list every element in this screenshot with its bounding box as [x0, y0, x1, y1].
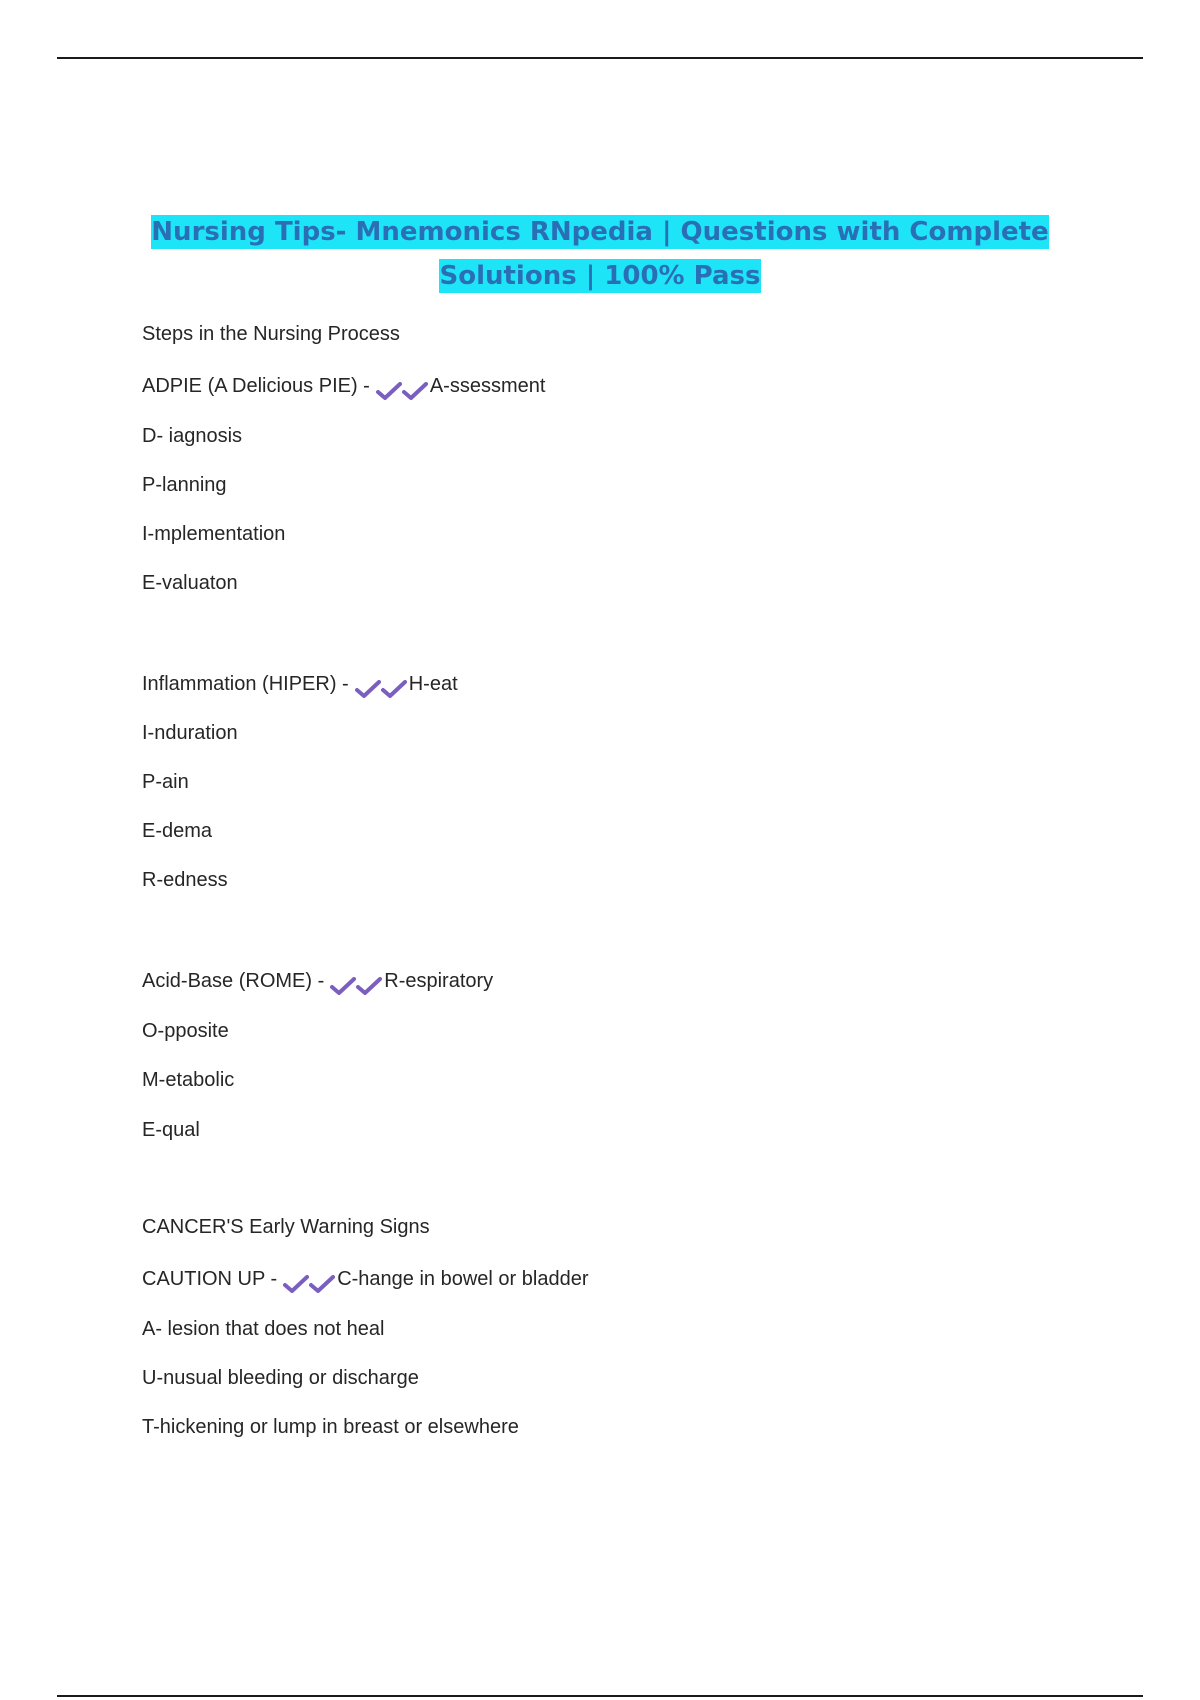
- list-item: E-qual: [142, 1119, 200, 1141]
- question-hiper: [142, 671, 458, 701]
- list-item: R-edness: [142, 869, 228, 891]
- checkmark-icon: [376, 382, 402, 400]
- question-label: Acid-Base (ROME) -: [142, 970, 325, 992]
- question-rome: [142, 968, 493, 998]
- list-item: P-lanning: [142, 474, 227, 496]
- checkmark-icon: [402, 382, 428, 400]
- list-item: E-dema: [142, 820, 213, 842]
- checkmark-icon: [381, 680, 407, 698]
- title-line-1: Nursing Tips- Mnemonics RNpedia | Questions with Complete: [151, 217, 1049, 247]
- checkmark-icon: [356, 977, 382, 995]
- list-item: T-hickening or lump in breast or elsewhere: [142, 1416, 519, 1438]
- top-rule: [57, 57, 1143, 59]
- double-checkmark-icon: [283, 1270, 335, 1296]
- question-adpie: [142, 373, 545, 403]
- double-checkmark-icon: [355, 675, 407, 701]
- bottom-rule: [57, 1695, 1143, 1697]
- answer-first: H-eat: [408, 673, 458, 695]
- double-checkmark-icon: [376, 377, 428, 403]
- list-item: U-nusual bleeding or discharge: [142, 1367, 419, 1389]
- title-line-2: Solutions | 100% Pass: [439, 261, 761, 291]
- list-item: D- iagnosis: [142, 425, 243, 447]
- answer-first: C-hange in bowel or bladder: [337, 1268, 589, 1290]
- checkmark-icon: [355, 680, 381, 698]
- list-item: I-nduration: [142, 722, 238, 744]
- document-title: [100, 210, 1100, 298]
- list-item: A- lesion that does not heal: [142, 1318, 385, 1340]
- question-label: ADPIE (A Delicious PIE) -: [142, 375, 370, 397]
- checkmark-icon: [330, 977, 356, 995]
- list-item: E-valuaton: [142, 572, 238, 594]
- answer-first: R-espiratory: [384, 970, 494, 992]
- section-heading-cancer: CANCER'S Early Warning Signs: [142, 1216, 430, 1238]
- list-item: P-ain: [142, 771, 189, 793]
- checkmark-icon: [283, 1275, 309, 1293]
- section-heading-nursing-process: Steps in the Nursing Process: [142, 323, 400, 345]
- question-label: CAUTION UP -: [142, 1268, 278, 1290]
- list-item: O-pposite: [142, 1020, 229, 1042]
- question-label: Inflammation (HIPER) -: [142, 673, 349, 695]
- answer-first: A-ssessment: [429, 375, 546, 397]
- double-checkmark-icon: [330, 972, 382, 998]
- checkmark-icon: [309, 1275, 335, 1293]
- list-item: I-mplementation: [142, 523, 286, 545]
- question-caution-up: [142, 1266, 588, 1296]
- list-item: M-etabolic: [142, 1069, 235, 1091]
